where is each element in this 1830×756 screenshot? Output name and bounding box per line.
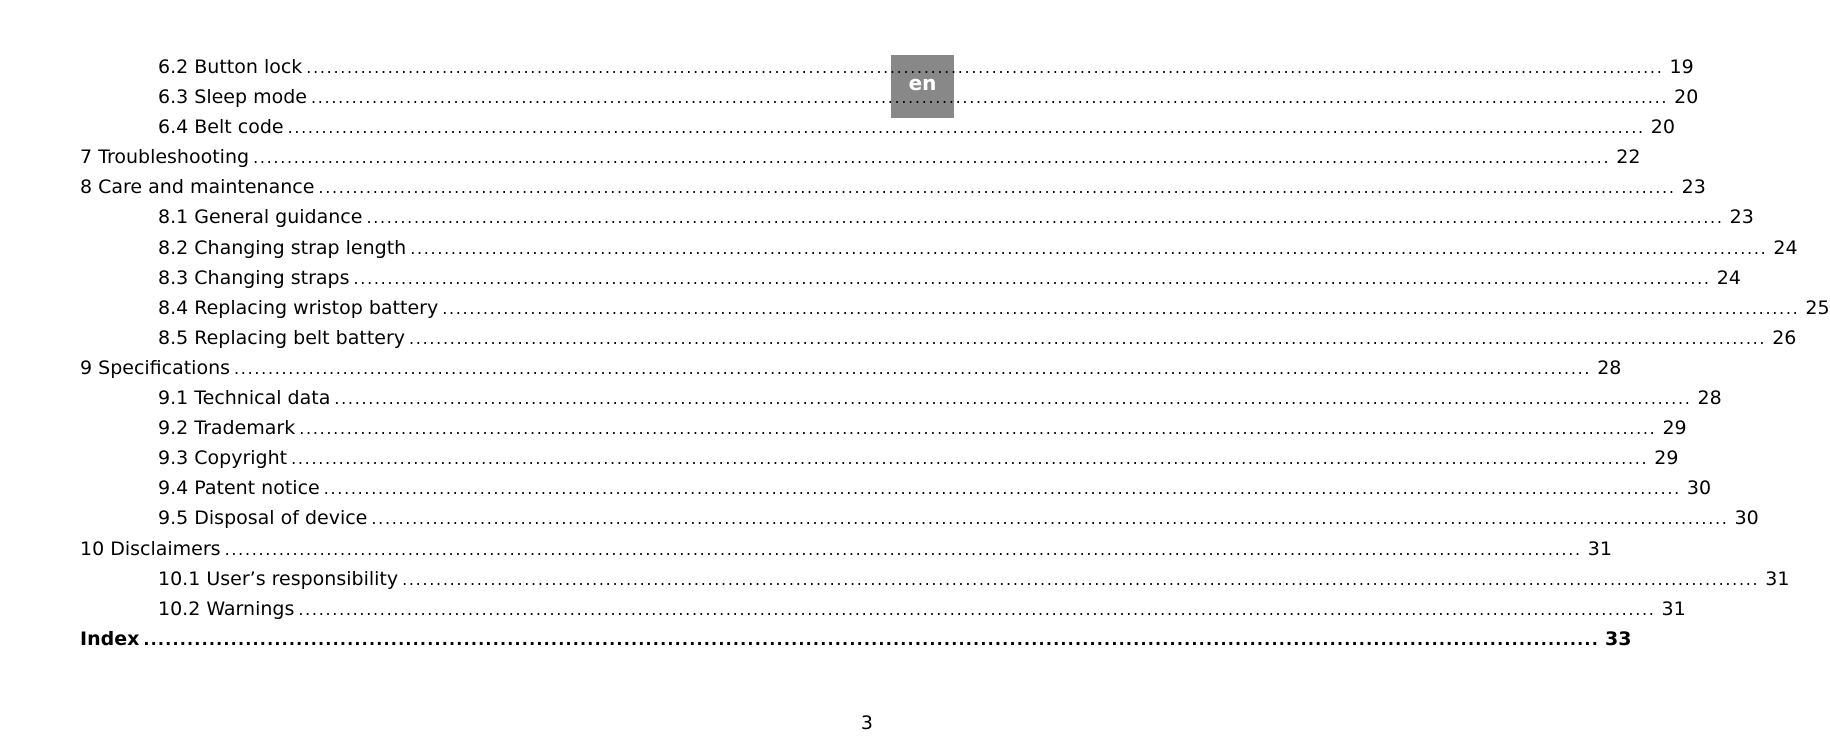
toc-entry-title: 8.4 Replacing wristop battery (158, 296, 439, 319)
toc-entry-page: 28 (1597, 356, 1622, 379)
toc-dot-leader: ........................................................................................................................................................................................................ (299, 419, 1657, 439)
toc-dot-leader: ........................................................................................................................................................................................................ (323, 479, 1681, 499)
toc-entry-title: 10 Disclaimers (80, 537, 221, 560)
toc-dot-leader: ........................................................................................................................................................................................................ (143, 629, 1599, 649)
toc-dot-leader: ........................................................................................................................................................................................................ (224, 539, 1582, 559)
toc-entry-title: 8.1 General guidance (158, 206, 363, 229)
toc-entry[interactable] (80, 594, 1686, 624)
toc-entry-title: Index (80, 627, 140, 650)
toc-entry-page: 33 (1604, 627, 1632, 650)
toc-entry-page: 24 (1773, 236, 1798, 259)
toc-entry-page: 22 (1616, 146, 1641, 169)
toc-dot-leader: ........................................................................................................................................................................................................ (318, 178, 1676, 198)
toc-entry-title: 9.2 Trademark (158, 417, 296, 440)
toc-entry[interactable] (80, 353, 1622, 383)
toc-entry-page: 26 (1772, 326, 1797, 349)
toc-dot-leader: ........................................................................................................................................................................................................ (442, 298, 1800, 318)
toc-entry-page: 31 (1587, 537, 1612, 560)
toc-entry-page: 28 (1697, 387, 1722, 410)
toc-entry-title: 8.5 Replacing belt battery (158, 326, 406, 349)
toc-entry[interactable] (80, 293, 1830, 323)
toc-entry[interactable] (80, 233, 1798, 263)
language-tab-label: en (908, 71, 937, 95)
toc-entry-title: 10.1 User’s responsibility (158, 567, 399, 590)
toc-entry[interactable] (80, 473, 1712, 503)
toc-entry-page: 23 (1681, 176, 1706, 199)
toc-dot-leader: ........................................................................................................................................................................................................ (306, 58, 1664, 77)
toc-entry-title: 7 Troubleshooting (80, 146, 250, 169)
toc-entry[interactable] (80, 503, 1759, 533)
toc-entry-title: 6.4 Belt code (158, 116, 284, 139)
toc-entry-page: 19 (1669, 56, 1694, 78)
toc-entry[interactable] (80, 323, 1797, 353)
toc-entry-title: 8.2 Changing strap length (158, 236, 407, 259)
toc-entry[interactable] (80, 112, 1675, 142)
toc-entry-title: 8 Care and maintenance (80, 176, 315, 199)
toc-entry-title: 9.5 Disposal of device (158, 507, 368, 530)
toc-entry-page: 31 (1661, 597, 1686, 620)
toc-entry-page: 29 (1662, 417, 1687, 440)
toc-entry[interactable] (80, 564, 1790, 594)
toc-entry-page: 31 (1765, 567, 1790, 590)
toc-entry-page: 24 (1716, 266, 1741, 289)
toc-dot-leader: ........................................................................................................................................................................................................ (310, 88, 1669, 108)
toc-dot-leader: ........................................................................................................................................................................................................ (410, 238, 1768, 258)
toc-entry-title: 6.2 Button lock (158, 56, 303, 78)
toc-entry-title: 9.1 Technical data (158, 387, 331, 410)
toc-dot-leader: ........................................................................................................................................................................................................ (287, 118, 1645, 138)
toc-entry-title: 6.3 Sleep mode (158, 86, 307, 109)
toc-entry-page: 20 (1674, 86, 1699, 109)
toc-entry-page: 29 (1654, 447, 1679, 470)
toc-entry[interactable] (80, 172, 1706, 202)
toc-entry[interactable] (80, 534, 1612, 564)
toc-dot-leader: ........................................................................................................................................................................................................ (409, 328, 1767, 348)
toc-entry[interactable] (80, 443, 1679, 473)
toc-dot-leader: ........................................................................................................................................................................................................ (371, 509, 1729, 529)
toc-entry-title: 9.4 Patent notice (158, 477, 320, 500)
toc-entry-page: 23 (1729, 206, 1754, 229)
toc-dot-leader: ........................................................................................................................................................................................................ (298, 599, 1656, 619)
toc-entry-title: 9 Specifications (80, 356, 231, 379)
toc-entry-title: 8.3 Changing straps (158, 266, 350, 289)
toc-entry-page: 30 (1734, 507, 1759, 530)
toc-entry-title: 9.3 Copyright (158, 447, 288, 470)
toc-entry[interactable] (80, 263, 1741, 293)
toc-entry-page: 25 (1805, 296, 1830, 319)
toc-entry[interactable] (80, 142, 1641, 172)
toc-dot-leader: ........................................................................................................................................................................................................ (402, 569, 1760, 589)
toc-dot-leader: ........................................................................................................................................................................................................ (253, 148, 1611, 168)
toc-entry-page: 30 (1686, 477, 1712, 500)
toc-entry[interactable] (80, 624, 1632, 654)
toc-entry-title: 10.2 Warnings (158, 597, 295, 620)
toc-dot-leader: ........................................................................................................................................................................................................ (334, 389, 1692, 409)
toc-entry-page: 20 (1650, 116, 1675, 139)
toc-entry[interactable] (80, 52, 1694, 82)
toc-dot-leader: ........................................................................................................................................................................................................ (234, 358, 1592, 378)
page-number: 3 (860, 712, 873, 734)
toc-entry[interactable] (80, 202, 1754, 232)
toc-dot-leader: ........................................................................................................................................................................................................ (366, 208, 1724, 228)
toc-entry[interactable] (80, 383, 1722, 413)
toc-dot-leader: ........................................................................................................................................................................................................ (353, 268, 1711, 288)
table-of-contents (80, 52, 1830, 654)
toc-entry[interactable] (80, 413, 1687, 443)
toc-dot-leader: ........................................................................................................................................................................................................ (291, 449, 1649, 469)
